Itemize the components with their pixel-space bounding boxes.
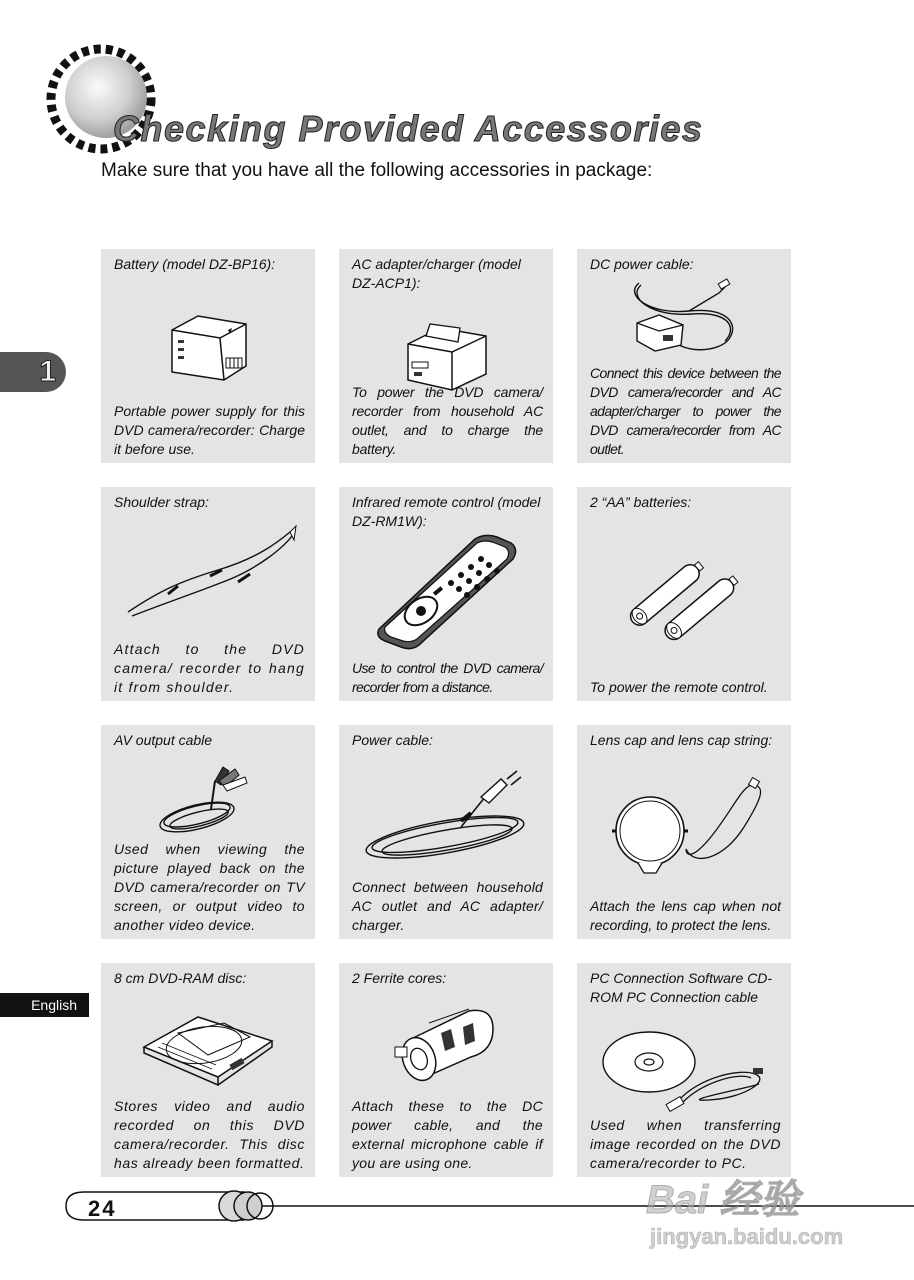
card-title: Shoulder strap: [114,494,209,510]
card-description: Used when viewing the picture played back on the DVD camera/recorder on TV screen, or output video to another video device. [114,841,305,933]
language-tab: English [0,993,89,1017]
card-description: Connect this device between the DVD camera/recorder and AC adapter/charger to power the DVD camera/recorder from AC outlet. [590,365,781,457]
card-title: PC Connection Software CD-ROM PC Connection cable [590,970,773,1005]
card-title: Battery (model DZ-BP16): [114,256,276,272]
accessory-card-battery [101,249,315,463]
accessory-card-lens-cap [577,725,791,939]
card-title: Infrared remote control (model DZ-RM1W): [352,494,541,529]
card-title: 2 “AA” batteries: [590,494,692,510]
card-title: Power cable: [352,732,433,748]
shoulder-strap-icon [118,522,298,622]
card-title: DC power cable: [590,256,694,272]
accessory-card-pc-connection [577,963,791,1177]
accessory-card-power-cable [339,725,553,939]
card-description: Connect between household AC outlet and AC adapter/ charger. [352,879,543,933]
dc-power-cable-icon [619,275,749,365]
ac-adapter-icon [396,314,496,394]
aa-batteries-icon [614,542,754,642]
card-title: 8 cm DVD-RAM disc: [114,970,247,986]
lens-cap-icon [594,777,774,877]
card-description: Portable power supply for this DVD camera/recorder: Charge it before use. [114,403,305,457]
accessory-card-aa-batteries [577,487,791,701]
card-description: Attach the lens cap when not recording, to protect the lens. [590,898,781,933]
page-title: Checking Provided Accessories [113,108,704,149]
accessory-card-av-output-cable [101,725,315,939]
card-description: To power the DVD camera/ recorder from household AC outlet, and to charge the battery. [352,384,543,457]
accessory-card-remote-control [339,487,553,701]
chapter-number: 1 [39,355,56,388]
card-description: Use to control the DVD camera/ recorder from a distance. [352,660,543,695]
card-description: Attach these to the DC power cable, and the external microphone cable if you are using one. [352,1098,543,1171]
watermark-logo: Bai 经验 [646,1178,800,1222]
card-description: Attach to the DVD camera/ recorder to hang it from shoulder. [114,641,305,695]
card-title: AC adapter/charger (model DZ-ACP1): [352,256,521,291]
intro-text: Make sure that you have all the following accessories in package: [101,160,653,181]
watermark-url: jingyan.baidu.com [650,1224,844,1249]
remote-control-icon [371,531,521,651]
accessory-card-shoulder-strap [101,487,315,701]
cd-rom-and-cable-icon [599,1028,769,1118]
card-title: AV output cable [114,732,213,748]
dvd-ram-disc-icon [138,993,278,1093]
ferrite-core-icon [381,993,511,1093]
accessory-card-dc-power-cable [577,249,791,463]
card-description: Used when transferring image recorded on the DVD camera/recorder to PC. [590,1117,781,1171]
card-title: Lens cap and lens cap string: [590,732,773,748]
card-description: To power the remote control. [590,679,768,695]
av-output-cable-icon [153,751,263,841]
chapter-tab [0,352,66,392]
accessory-card-ac-adapter [339,249,553,463]
battery-icon [158,308,258,388]
card-title: 2 Ferrite cores: [352,970,447,986]
accessory-card-dvd-ram-disc [101,963,315,1177]
power-cable-icon [361,761,531,871]
page-number: 24 [88,1196,117,1221]
watermark [646,1168,866,1264]
accessory-card-ferrite-cores [339,963,553,1177]
card-description: Stores video and audio recorded on this DVD camera/recorder. This disc has already been formatted. [114,1098,305,1171]
